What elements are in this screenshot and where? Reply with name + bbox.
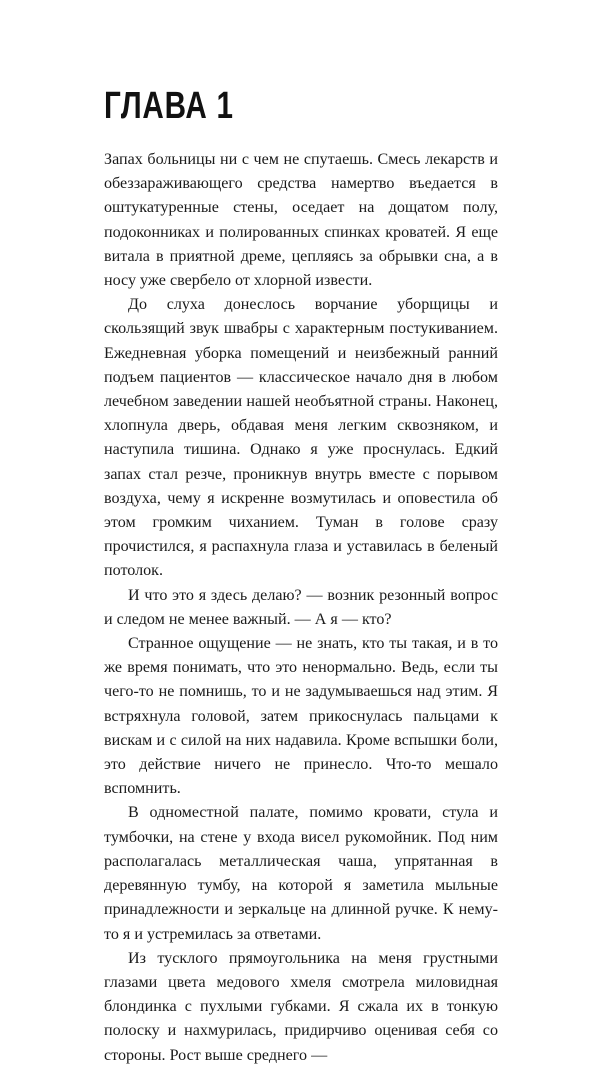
paragraph-5: В одноместной палате, помимо кровати, стула и тумбочки, на стене у входа висел рукомойник. Под ним располагалась металлическая чаша, упрятанная в деревянную тумбу, на которой я заметила мыльные принадлежности и зеркальце на длинной ручке. К нему-то я и устремилась за ответами. — [104, 804, 498, 943]
paragraph-2: До слуха донеслось ворчание уборщицы и скользящий звук швабры с характерным постукиванием. Ежедневная уборка помещений и неизбежный ранний подъем пациентов — классическое начало дня в любом лечебном заведении нашей необъятной страны. Наконец, хлопнула дверь, обдавая меня легким сквозняком, и наступила тишина. Однако я уже проснулась. Едкий запах стал резче, проникнув внутрь вместе с порывом воздуха, чему я искренне возмутилась и оповестила об этом громким чиханием. Туман в голове сразу прочистился, я распахнула глаза и уставилась в беленый потолок. — [104, 296, 498, 580]
text-body — [104, 148, 498, 1068]
paragraph-1: Запах больницы ни с чем не спутаешь. Смесь лекарств и обеззараживающего средства намертво въедается в оштукатуренные стены, оседает на дощатом полу, подоконниках и полированных спинках кроватей. Я еще витала в приятной дреме, цепляясь за обрывки сна, а в носу уже свербело от хлорной извести. — [104, 151, 498, 290]
paragraph-4: Странное ощущение — не знать, кто ты такая, и в то же время понимать, что это ненормально. Ведь, если ты чего-то не помнишь, то и не задумываешься над этим. Я встряхнула головой, затем прикоснулась пальцами к вискам и с силой на них надавила. Кроме вспышки боли, это действие ничего не принесло. Что-то мешало вспомнить. — [104, 635, 498, 798]
paragraph-3: И что это я здесь делаю? — возник резонный вопрос и следом не менее важный. — А я — кто? — [104, 586, 498, 628]
chapter-title: ГЛАВА 1 — [104, 85, 234, 127]
paragraph-6: Из тусклого прямоугольника на меня грустными глазами цвета медового хмеля смотрела миловидная блондинка с пухлыми губками. Я сжала их в тонкую полоску и нахмурилась, придирчиво оценивая себя со стороны. Рост выше среднего — — [104, 949, 498, 1064]
